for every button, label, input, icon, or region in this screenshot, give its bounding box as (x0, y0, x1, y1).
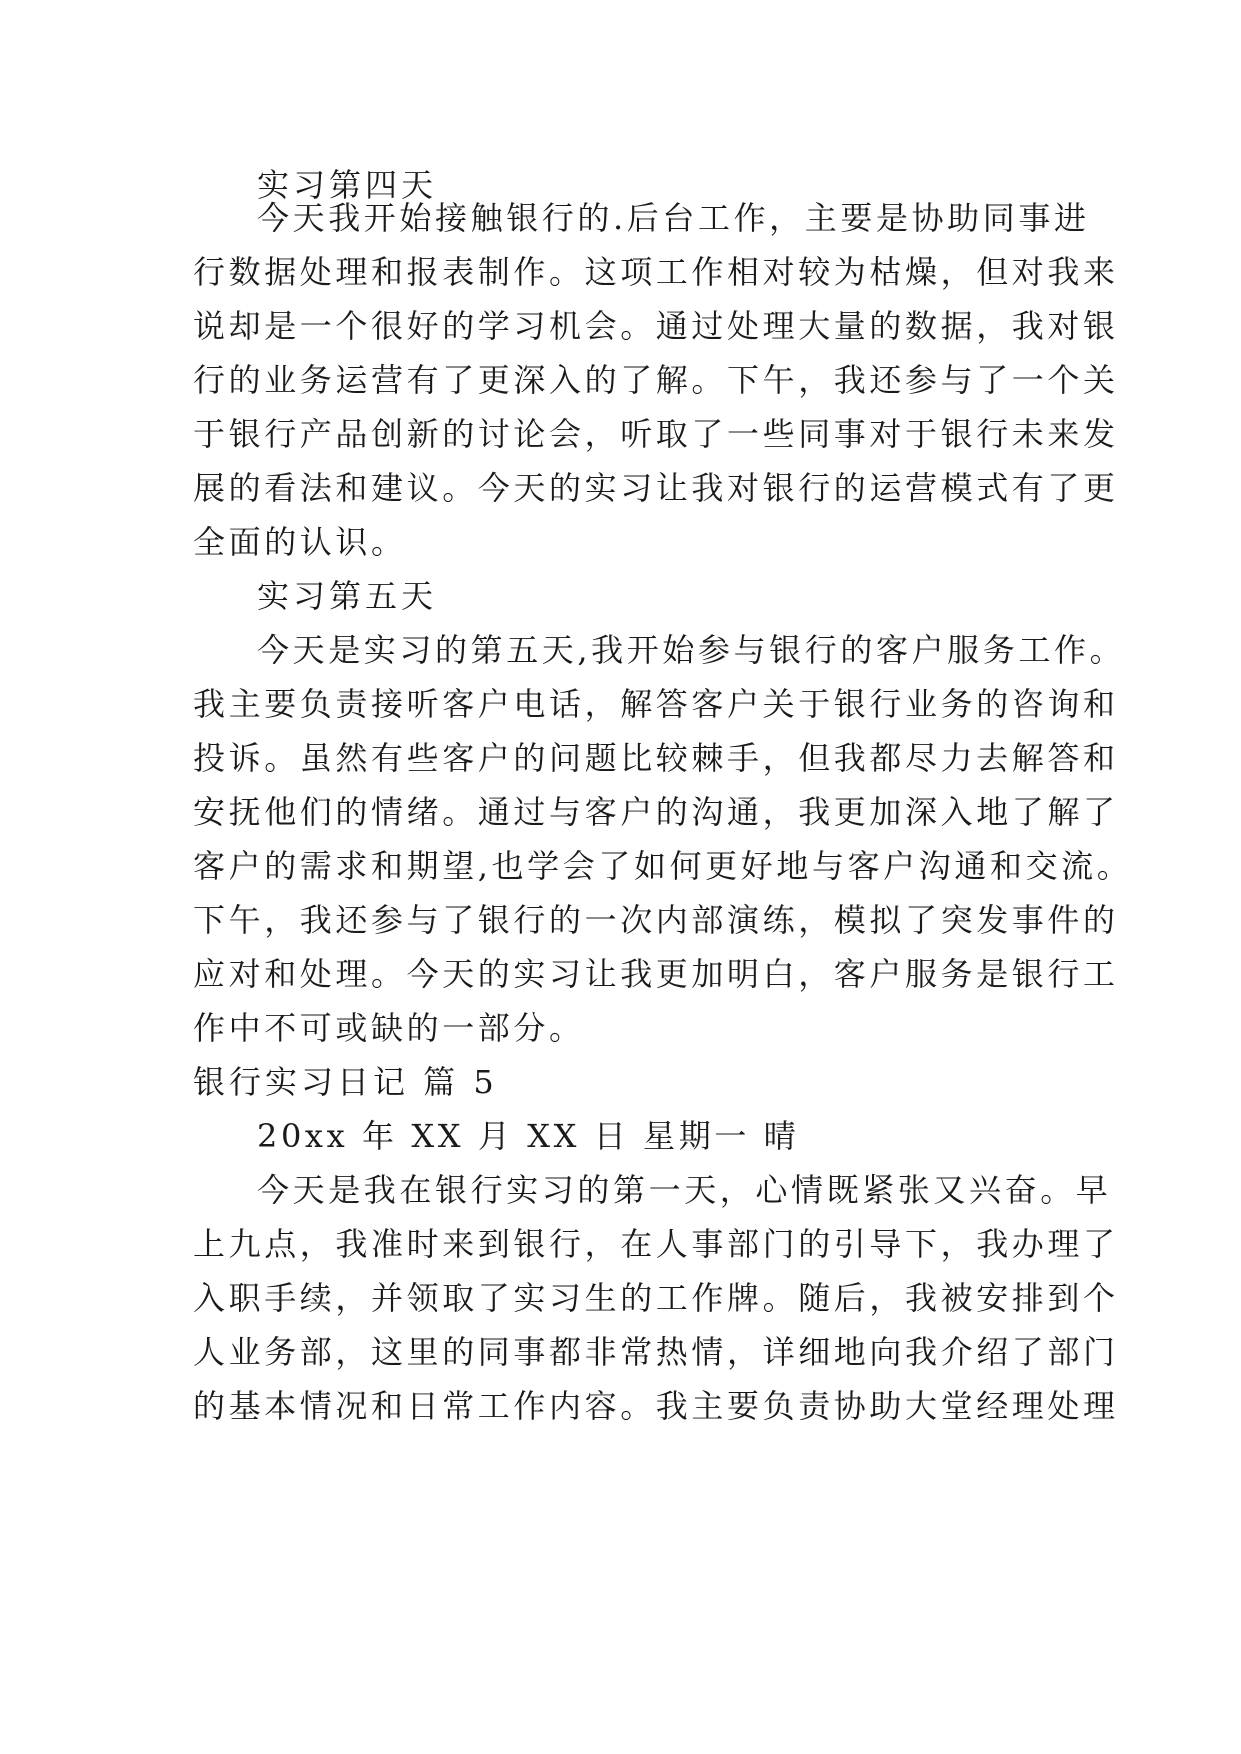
paragraph-line: 今天是实习的第五天,我开始参与银行的客户服务工作。 (257, 631, 1126, 669)
paragraph-line: 的基本情况和日常工作内容。我主要负责协助大堂经理处理 (193, 1387, 1119, 1425)
paragraph-line: 我主要负责接听客户电话，解答客户关于银行业务的咨询和 (193, 685, 1119, 723)
paragraph-line: 应对和处理。今天的实习让我更加明白，客户服务是银行工 (193, 955, 1119, 993)
section-heading-day5: 实习第五天 (257, 577, 438, 615)
date-line: 20xx 年 XX 月 XX 日 星期一 晴 (257, 1117, 800, 1155)
paragraph-line: 展的看法和建议。今天的实习让我对银行的运营模式有了更 (193, 469, 1119, 507)
paragraph-line: 人业务部，这里的同事都非常热情，详细地向我介绍了部门 (193, 1333, 1119, 1371)
paragraph-line: 今天我开始接触银行的.后台工作，主要是协助同事进 (257, 199, 1090, 237)
paragraph-line: 投诉。虽然有些客户的问题比较棘手，但我都尽力去解答和 (193, 739, 1119, 777)
paragraph-line: 作中不可或缺的一部分。 (193, 1009, 585, 1047)
paragraph-line: 于银行产品创新的讨论会，听取了一些同事对于银行未来发 (193, 415, 1119, 453)
paragraph-line: 说却是一个很好的学习机会。通过处理大量的数据，我对银 (193, 307, 1119, 345)
paragraph-line: 客户的需求和期望,也学会了如何更好地与客户沟通和交流。 (193, 847, 1133, 885)
paragraph-line: 安抚他们的情绪。通过与客户的沟通，我更加深入地了解了 (193, 793, 1119, 831)
paragraph-line: 入职手续，并领取了实习生的工作牌。随后，我被安排到个 (193, 1279, 1119, 1317)
paragraph-line: 全面的认识。 (193, 523, 407, 561)
paragraph-line: 行数据处理和报表制作。这项工作相对较为枯燥，但对我来 (193, 253, 1119, 291)
article-title: 银行实习日记 篇 5 (193, 1063, 498, 1101)
section-heading-day4: 实习第四天 (257, 166, 438, 204)
paragraph-line: 行的业务运营有了更深入的了解。下午，我还参与了一个关 (193, 361, 1119, 399)
paragraph-line: 下午，我还参与了银行的一次内部演练，模拟了突发事件的 (193, 901, 1119, 939)
paragraph-line: 上九点，我准时来到银行，在人事部门的引导下，我办理了 (193, 1225, 1119, 1263)
paragraph-line: 今天是我在银行实习的第一天，心情既紧张又兴奋。早 (257, 1171, 1112, 1209)
